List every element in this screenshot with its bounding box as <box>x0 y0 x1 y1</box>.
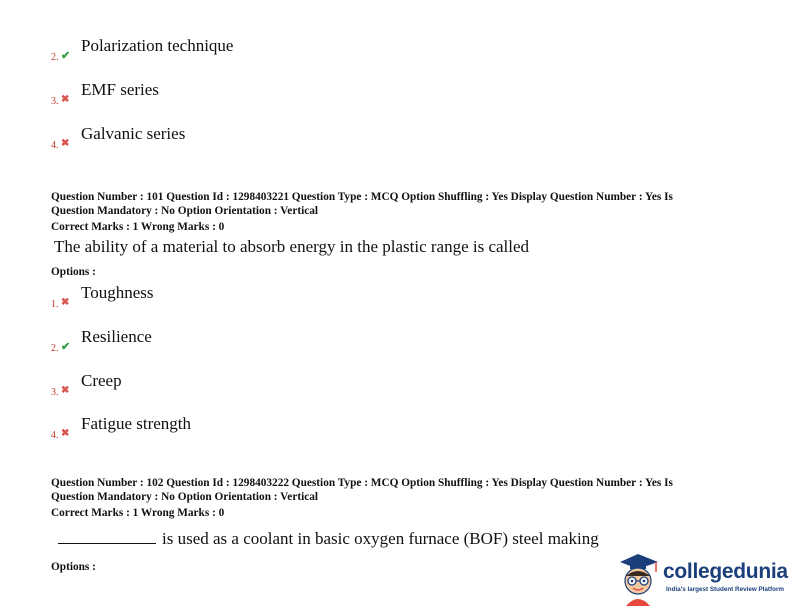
fill-in-blank <box>58 529 156 544</box>
option-text: Resilience <box>81 327 152 346</box>
option-text: Toughness <box>81 283 154 302</box>
options-label: Options : <box>51 266 96 278</box>
cross-icon: ✖ <box>61 138 70 149</box>
option-number: 3. <box>51 96 59 107</box>
options-label: Options : <box>51 561 96 573</box>
cross-icon: ✖ <box>61 297 70 308</box>
question-text-body: is used as a coolant in basic oxygen furnace (BOF) steel making <box>162 529 599 548</box>
option-number: 2. <box>51 52 59 63</box>
collegedunia-logo <box>616 548 786 606</box>
option-number: 2. <box>51 343 59 354</box>
question-meta-line: Question Mandatory : No Option Orientation : Vertical <box>51 205 319 217</box>
option-number: 3. <box>51 387 59 398</box>
cross-icon: ✖ <box>61 94 70 105</box>
brand-tagline: India's largest Student Review Platform <box>666 586 785 593</box>
option-text: EMF series <box>81 80 159 99</box>
question-meta-line: Question Number : 101 Question Id : 1298403221 Question Type : MCQ Option Shuffling : Yes Display Question Number : Yes Is <box>51 191 673 203</box>
check-icon: ✔ <box>61 50 71 62</box>
question-meta <box>51 476 731 520</box>
question-text <box>58 529 599 549</box>
option-text: Fatigue strength <box>81 414 192 433</box>
question-meta <box>51 190 731 234</box>
student-mascot-icon <box>616 548 662 606</box>
option-text: Galvanic series <box>81 124 186 143</box>
option-number: 4. <box>51 140 59 151</box>
option-text: Creep <box>81 371 122 390</box>
option-text: Polarization technique <box>81 36 234 55</box>
question-meta-line: Question Mandatory : No Option Orientation : Vertical <box>51 491 319 503</box>
question-meta-line: Question Number : 102 Question Id : 1298403222 Question Type : MCQ Option Shuffling : Yes Display Question Number : Yes Is <box>51 477 673 489</box>
cross-icon: ✖ <box>61 385 70 396</box>
question-text: The ability of a material to absorb energy in the plastic range is called <box>54 237 530 256</box>
question-marks: Correct Marks : 1 Wrong Marks : 0 <box>51 221 225 233</box>
check-icon: ✔ <box>61 341 71 353</box>
option-number: 1. <box>51 299 59 310</box>
option-number: 4. <box>51 430 59 441</box>
question-marks: Correct Marks : 1 Wrong Marks : 0 <box>51 507 225 519</box>
brand-name: collegedunia <box>663 560 788 583</box>
cross-icon: ✖ <box>61 428 70 439</box>
